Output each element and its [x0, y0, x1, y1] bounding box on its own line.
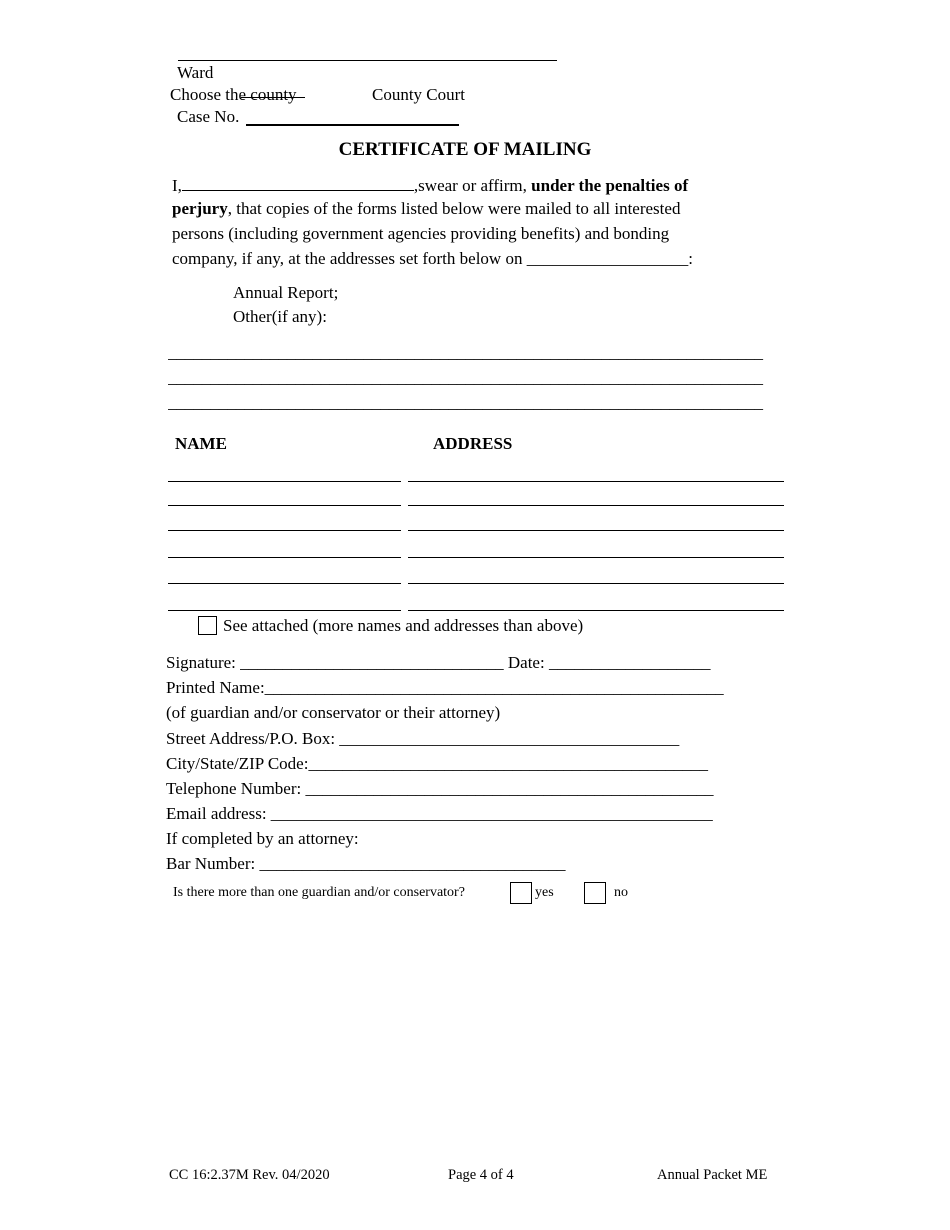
statement-line-4[interactable]: company, if any, at the addresses set forth below on ___________________:	[172, 249, 693, 268]
printed-name-line[interactable]: Printed Name:______________________________________________________	[166, 678, 724, 697]
guardian-question: Is there more than one guardian and/or conservator?	[173, 885, 465, 900]
case-no-label: Case No.	[177, 107, 240, 126]
name-field[interactable]	[168, 583, 401, 584]
no-label: no	[614, 885, 628, 900]
form-item-other: Other(if any):	[233, 307, 327, 326]
other-line-1[interactable]: ______________________________________________________________________	[168, 343, 763, 362]
signature-date-line[interactable]: Signature: _______________________________ Date: ___________________	[166, 653, 711, 672]
page-title: CERTIFICATE OF MAILING	[338, 139, 592, 160]
penalty-text: under the penalties of	[531, 176, 689, 195]
ward-name-line[interactable]	[178, 60, 557, 61]
attorney-note: If completed by an attorney:	[166, 829, 359, 848]
bar-number-line[interactable]: Bar Number: ____________________________________	[166, 854, 566, 873]
guardian-note: (of guardian and/or conservator or their attorney)	[166, 703, 501, 722]
swear-text: ,swear or affirm,	[413, 176, 532, 195]
county-blank	[241, 97, 305, 98]
form-item-annual-report: Annual Report;	[233, 283, 339, 302]
street-address-line[interactable]: Street Address/P.O. Box: ________________________________________	[166, 729, 680, 748]
address-field[interactable]	[408, 557, 784, 558]
ward-label: Ward	[177, 63, 214, 82]
other-line-2[interactable]: ______________________________________________________________________	[168, 368, 763, 387]
statement-line-1	[172, 174, 688, 196]
address-field[interactable]	[408, 530, 784, 531]
i-prefix: I,	[172, 176, 182, 195]
name-field[interactable]	[168, 505, 401, 506]
declarant-name-field[interactable]	[182, 174, 414, 191]
county-selector[interactable]	[170, 85, 305, 105]
address-field[interactable]	[408, 610, 784, 611]
address-field[interactable]	[408, 481, 784, 482]
telephone-line[interactable]: Telephone Number: ________________________________________________	[166, 779, 714, 798]
county-dropdown[interactable]: Choose the county	[170, 85, 297, 104]
email-line[interactable]: Email address: ____________________________________________________	[166, 804, 713, 823]
footer-packet-name: Annual Packet ME	[657, 1167, 768, 1183]
perjury-text: perjury	[172, 199, 228, 218]
case-no-field[interactable]	[246, 124, 459, 126]
address-field[interactable]	[408, 583, 784, 584]
footer-page-number: Page 4 of 4	[448, 1167, 514, 1183]
name-field[interactable]	[168, 610, 401, 611]
address-field[interactable]	[408, 505, 784, 506]
name-field[interactable]	[168, 481, 401, 482]
name-column-header: NAME	[175, 434, 227, 453]
name-field[interactable]	[168, 557, 401, 558]
yes-checkbox[interactable]	[510, 882, 532, 904]
see-attached-checkbox[interactable]	[198, 616, 217, 635]
no-checkbox[interactable]	[584, 882, 606, 904]
address-column-header: ADDRESS	[433, 434, 513, 453]
footer-form-code: CC 16:2.37M Rev. 04/2020	[169, 1167, 330, 1183]
see-attached-label: See attached (more names and addresses than above)	[223, 616, 584, 635]
name-field[interactable]	[168, 530, 401, 531]
city-state-zip-line[interactable]: City/State/ZIP Code:_______________________________________________	[166, 754, 708, 773]
county-court-label: County Court	[372, 85, 466, 104]
statement-line-2: perjury, that copies of the forms listed below were mailed to all interested	[172, 199, 681, 218]
statement-line-3: persons (including government agencies providing benefits) and bonding	[172, 224, 670, 243]
other-line-3[interactable]: ______________________________________________________________________	[168, 393, 763, 412]
yes-label: yes	[535, 885, 554, 900]
